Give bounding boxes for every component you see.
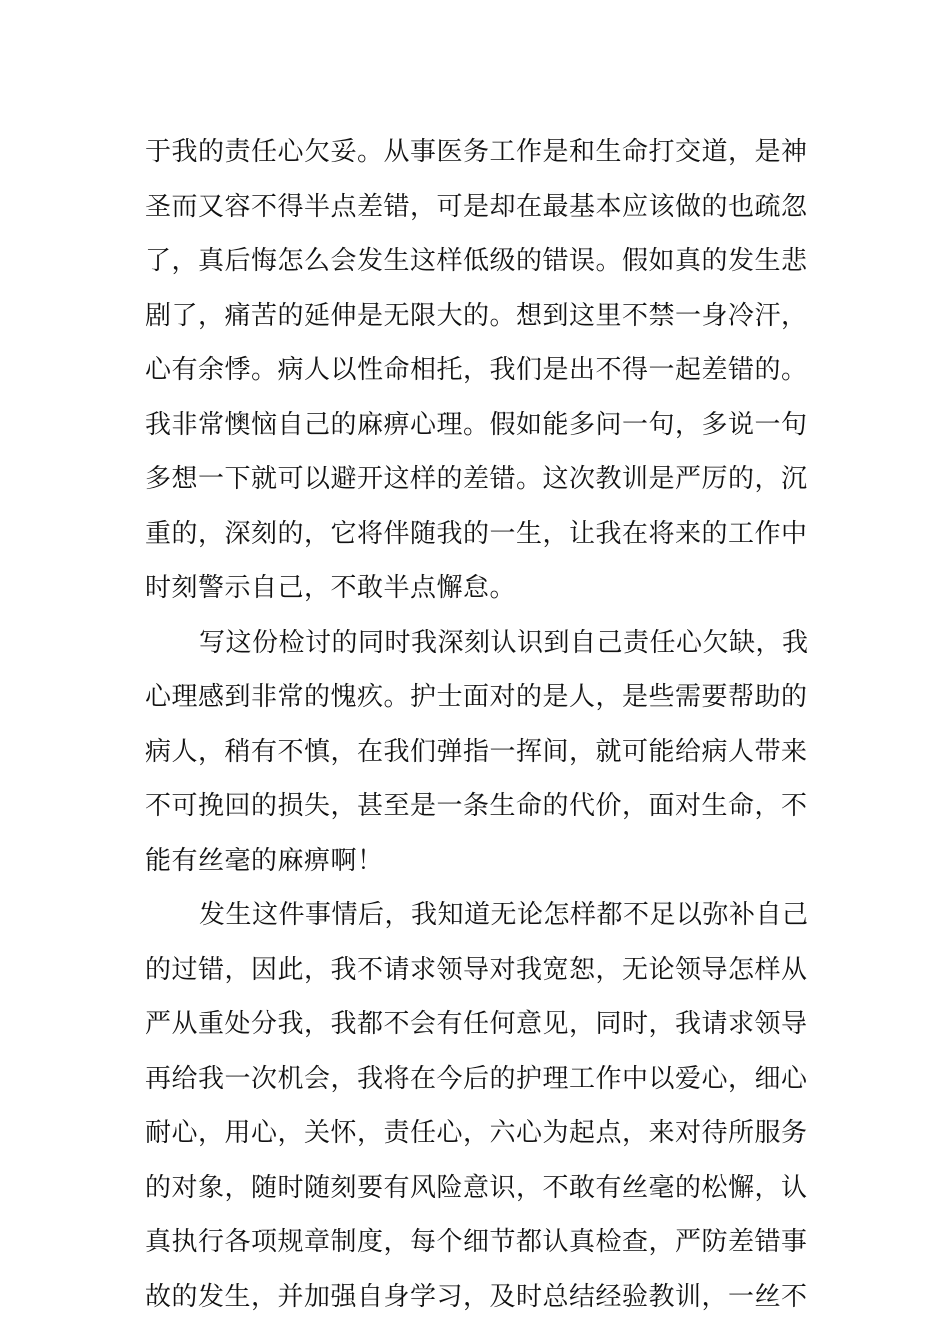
text-line: 圣而又容不得半点差错，可是却在最基本应该做的也疏忽 [145, 191, 808, 222]
text-line: 剧了，痛苦的延伸是无限大的。想到这里不禁一身冷汗， [145, 300, 808, 331]
text-line: 真执行各项规章制度，每个细节都认真检查，严防差错事 [145, 1227, 808, 1257]
text-line: 多想一下就可以避开这样的差错。这次教训是严厉的，沉 [145, 464, 808, 494]
body-text [145, 125, 810, 1324]
paragraph-start-line: 写这份检讨的同时我深刻认识到自己责任心欠缺，我 [199, 627, 809, 658]
text-line: 心理感到非常的愧疚。护士面对的是人，是些需要帮助的 [145, 682, 808, 712]
text-line: 重的，深刻的，它将伴随我的一生，让我在将来的工作中 [145, 518, 808, 549]
text-line: 了，真后悔怎么会发生这样低级的错误。假如真的发生悲 [145, 246, 808, 276]
text-line: 病人，稍有不慎，在我们弹指一挥间，就可能给病人带来 [145, 736, 808, 767]
text-line: 的过错，因此，我不请求领导对我宽恕，无论领导怎样从 [145, 954, 808, 985]
text-line: 不可挽回的损失，甚至是一条生命的代价，面对生命，不 [145, 791, 808, 821]
text-line: 心有余悸。病人以性命相托，我们是出不得一起差错的。 [145, 355, 808, 385]
text-line: 严从重处分我，我都不会有任何意见，同时，我请求领导 [145, 1009, 808, 1039]
text-line: 我非常懊恼自己的麻痹心理。假如能多问一句，多说一句 [145, 409, 808, 440]
text-line: 的对象，随时随刻要有风险意识，不敢有丝毫的松懈，认 [145, 1172, 808, 1203]
text-line: 故的发生，并加强自身学习，及时总结经验教训，一丝不 [145, 1281, 808, 1312]
text-line: 于我的责任心欠妥。从事医务工作是和生命打交道，是神 [145, 137, 808, 167]
text-line: 耐心，用心，关怀，责任心，六心为起点，来对待所服务 [145, 1118, 808, 1148]
text-line: 时刻警示自己，不敢半点懈怠。 [145, 573, 517, 603]
paragraph-start-line: 发生这件事情后，我知道无论怎样都不足以弥补自己 [199, 900, 809, 930]
text-line: 能有丝毫的麻痹啊！ [145, 845, 384, 876]
text-line: 再给我一次机会，我将在今后的护理工作中以爱心，细心 [145, 1063, 808, 1094]
